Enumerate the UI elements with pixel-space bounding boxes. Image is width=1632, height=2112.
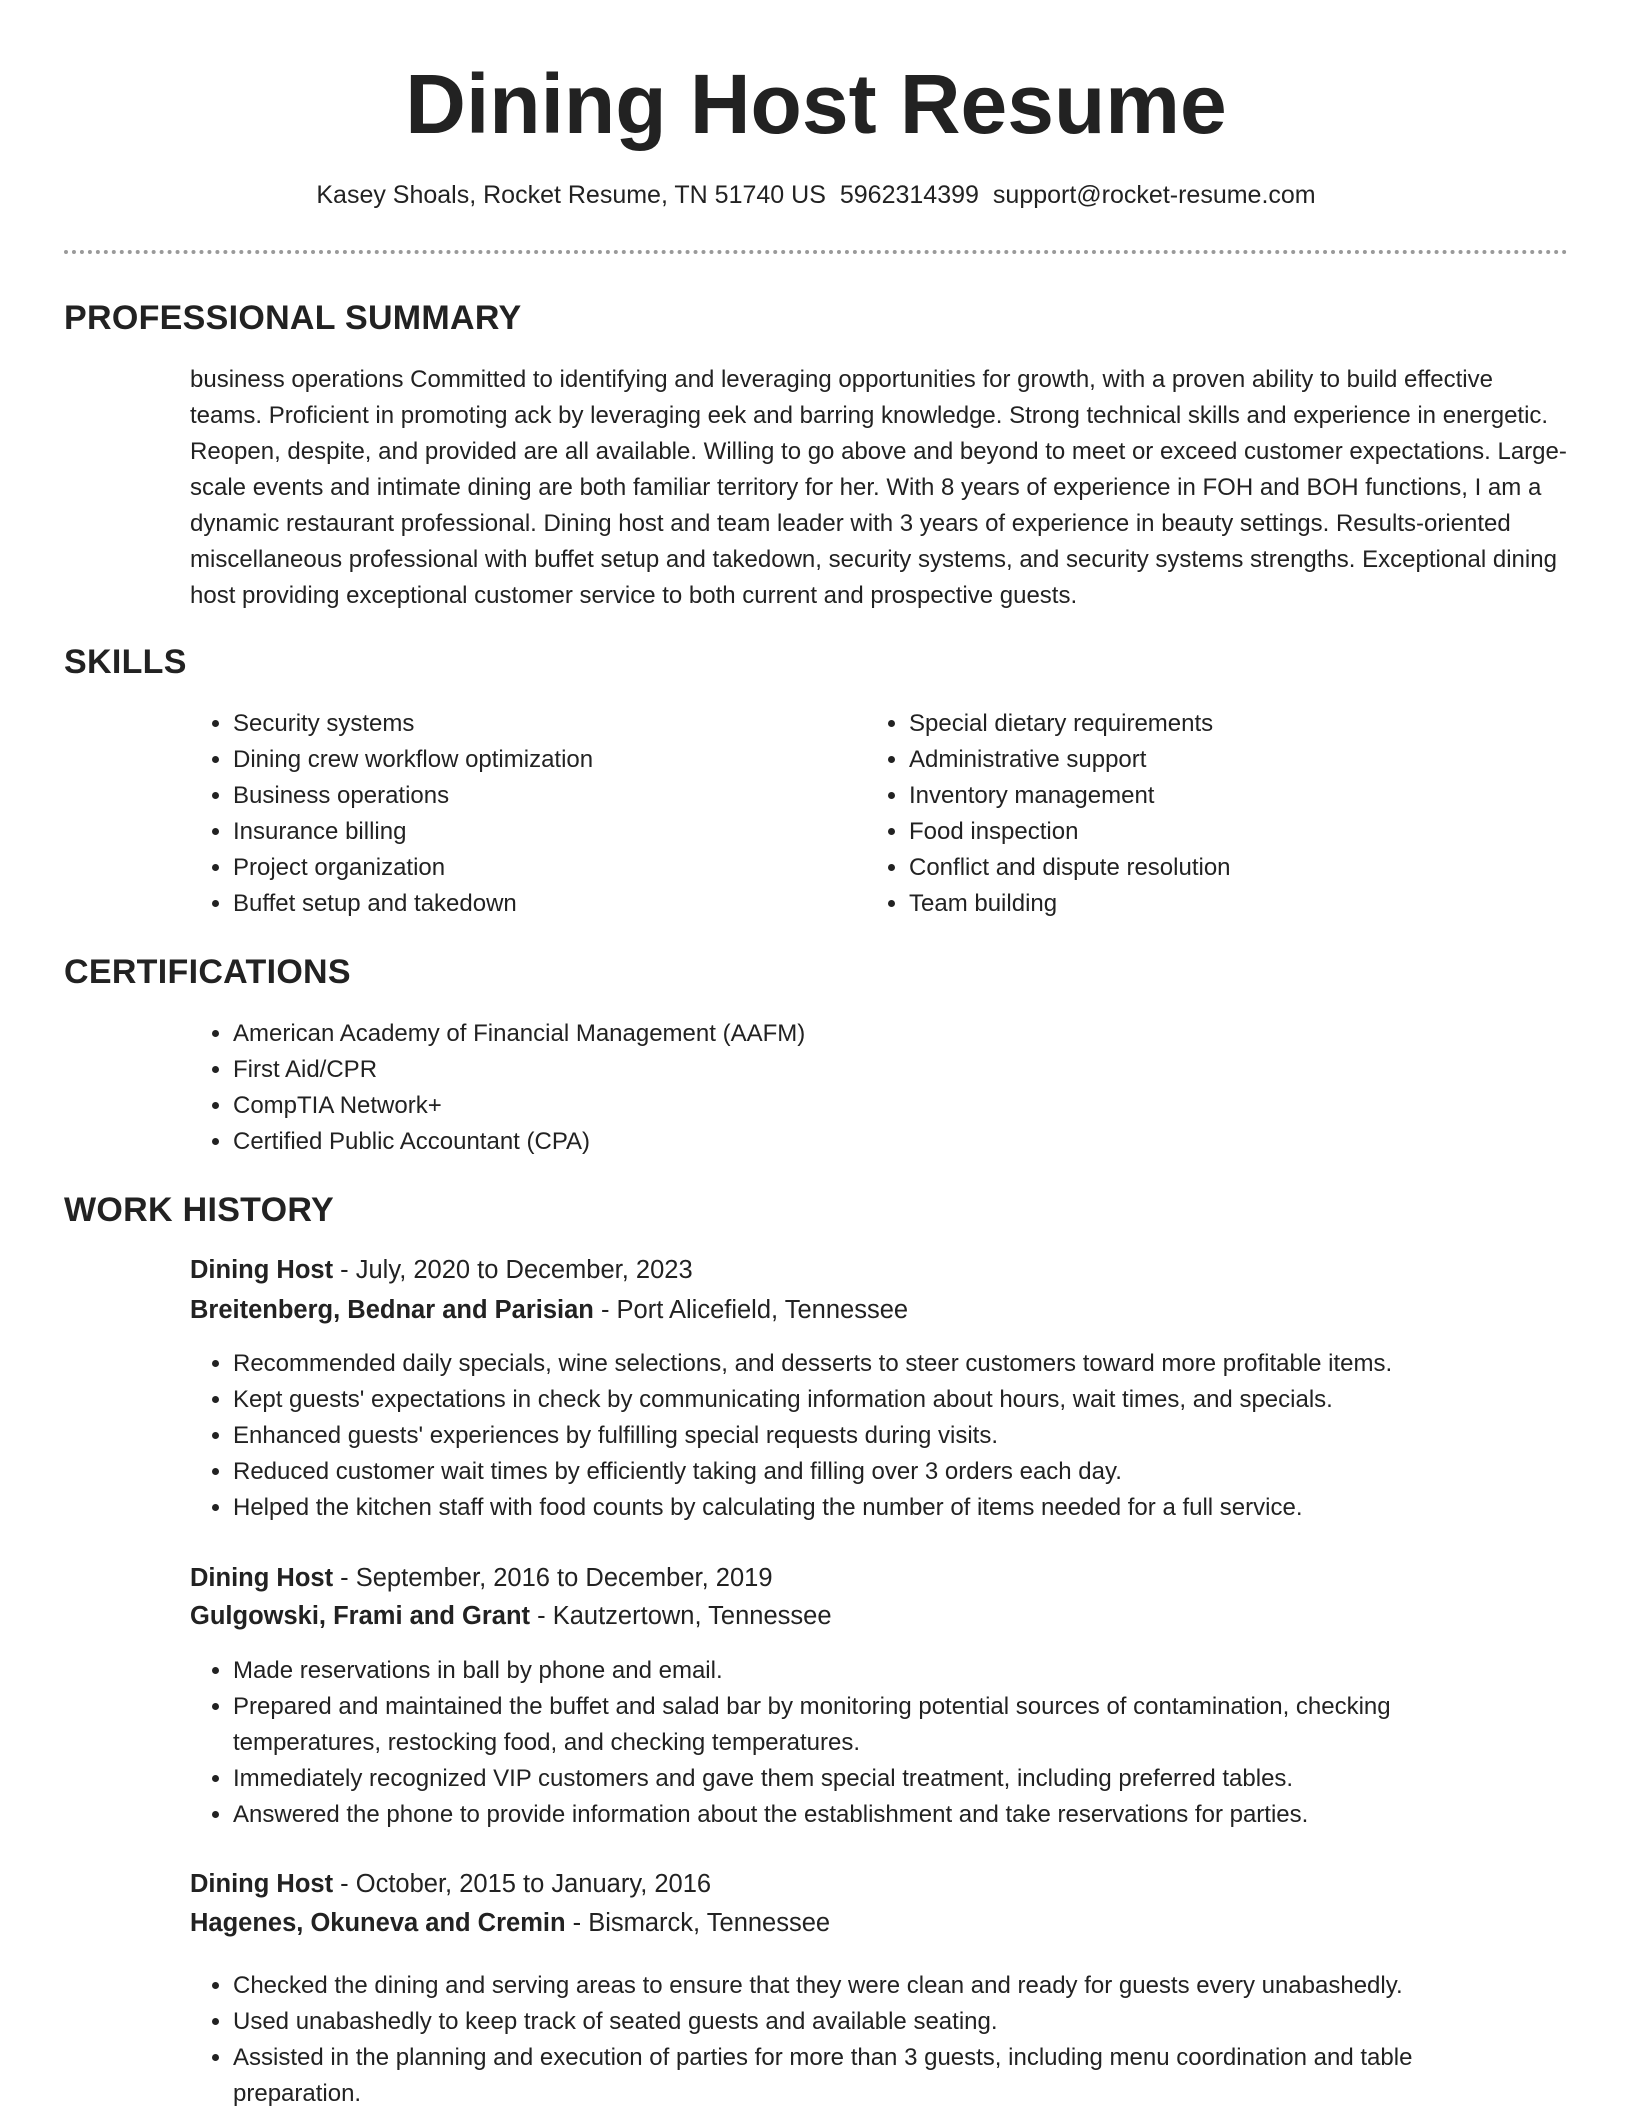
certifications-heading: CERTIFICATIONS [64, 953, 351, 991]
job-bullet: • Helped the kitchen staff with food counts by calculating the number of items needed for a full service. [233, 1490, 1603, 1526]
job-bullets [190, 1968, 1533, 2112]
job-bullets [190, 1653, 1513, 1833]
job-dates: - July, 2020 to December, 2023 [333, 1256, 693, 1284]
skill-item: • Buffet setup and takedown [233, 886, 853, 922]
job-title: Dining Host [190, 1870, 334, 1898]
summary-text: business operations Committed to identifying and leveraging opportunities for growth, with a proven ability to build effective teams. Proficient in promoting ack by leveraging eek and barring knowledge. Strong technical skills and experience in energetic. Reopen, despite, and provided are all available. Willing to go above and beyond to meet or exceed customer expectations. Large-scale events and intimate dining are both familiar territory for her. With 8 years of experience in FOH and BOH functions, I am a dynamic restaurant professional. Dining host and team leader with 3 years of experience in beauty settings. Results-oriented miscellaneous professional with buffet setup and takedown, security systems, and security systems strengths. Exceptional dining host providing exceptional customer service to both current and prospective guests. [190, 366, 1567, 609]
job-bullets [190, 1346, 1603, 1526]
job-bullet: • Kept guests' expectations in check by communicating information about hours, wait times, and specials. [233, 1382, 1603, 1418]
skill-item: • Insurance billing [233, 814, 853, 850]
skill-item: • Food inspection [909, 814, 1609, 850]
skill-item: • Inventory management [909, 778, 1609, 814]
work-history-heading: WORK HISTORY [64, 1191, 334, 1229]
job-company: Breitenberg, Bednar and Parisian [190, 1296, 594, 1324]
skill-item: • Security systems [233, 706, 853, 742]
job-bullet: • Used unabashedly to keep track of seated guests and available seating. [233, 2004, 1533, 2040]
contact-phone: 5962314399 [839, 181, 979, 209]
job-company: Gulgowski, Frami and Grant [190, 1602, 531, 1630]
job-bullet: • Assisted in the planning and execution of parties for more than 3 guests, including menu coordination and table preparation. [233, 2040, 1533, 2112]
skills-list-left [190, 706, 853, 922]
skill-item: • Business operations [233, 778, 853, 814]
job-bullet: • Prepared and maintained the buffet and salad bar by monitoring potential sources of contamination, checking temperatures, restocking food, and checking temperatures. [233, 1689, 1513, 1761]
summary-heading: PROFESSIONAL SUMMARY [64, 299, 522, 337]
job-bullet: • Recommended daily specials, wine selections, and desserts to steer customers toward more profitable items. [233, 1346, 1603, 1382]
certification-item: • CompTIA Network+ [233, 1088, 1603, 1124]
job-bullet: • Reduced customer wait times by efficiently taking and filling over 3 orders each day. [233, 1454, 1603, 1490]
header-divider [64, 250, 1568, 254]
job-bullet: • Immediately recognized VIP customers and gave them special treatment, including preferred tables. [233, 1761, 1513, 1797]
job-company: Hagenes, Okuneva and Cremin [190, 1909, 566, 1937]
contact-address: Kasey Shoals, Rocket Resume, TN 51740 US [316, 181, 826, 209]
skill-item: • Conflict and dispute resolution [909, 850, 1609, 886]
job-location: - Port Alicefield, Tennessee [593, 1296, 909, 1324]
job-bullet: • Enhanced guests' experiences by fulfilling special requests during visits. [233, 1418, 1603, 1454]
job-bullet: • Made reservations in ball by phone and email. [233, 1653, 1513, 1689]
contact-email: support@rocket-resume.com [992, 181, 1316, 209]
skills-list-right [866, 706, 1609, 922]
job-dates: - September, 2016 to December, 2019 [333, 1564, 773, 1592]
job-dates: - October, 2015 to January, 2016 [333, 1870, 712, 1898]
job-bullet: • Answered the phone to provide information about the establishment and take reservations for parties. [233, 1797, 1513, 1833]
skill-item: • Dining crew workflow optimization [233, 742, 853, 778]
skills-heading: SKILLS [64, 643, 187, 681]
job-company-line [190, 1600, 832, 1632]
contact-line [0, 180, 1632, 210]
job-company-line [190, 1294, 908, 1326]
job-title-line [190, 1562, 773, 1594]
skill-item: • Administrative support [909, 742, 1609, 778]
certifications-list [190, 1016, 1603, 1160]
job-company-line [190, 1907, 830, 1939]
job-title: Dining Host [190, 1256, 334, 1284]
job-title-line [190, 1254, 693, 1286]
job-location: - Kautzertown, Tennessee [530, 1602, 832, 1630]
job-title-line [190, 1868, 711, 1900]
certification-item: • Certified Public Accountant (CPA) [233, 1124, 1603, 1160]
skill-item: • Project organization [233, 850, 853, 886]
skill-item: • Special dietary requirements [909, 706, 1609, 742]
job-location: - Bismarck, Tennessee [565, 1909, 831, 1937]
page-title: Dining Host Resume [405, 57, 1227, 151]
certification-item: • First Aid/CPR [233, 1052, 1603, 1088]
job-bullet: • Checked the dining and serving areas to ensure that they were clean and ready for guests every unabashedly. [233, 1968, 1533, 2004]
job-title: Dining Host [190, 1564, 334, 1592]
certification-item: • American Academy of Financial Management (AAFM) [233, 1016, 1603, 1052]
skill-item: • Team building [909, 886, 1609, 922]
